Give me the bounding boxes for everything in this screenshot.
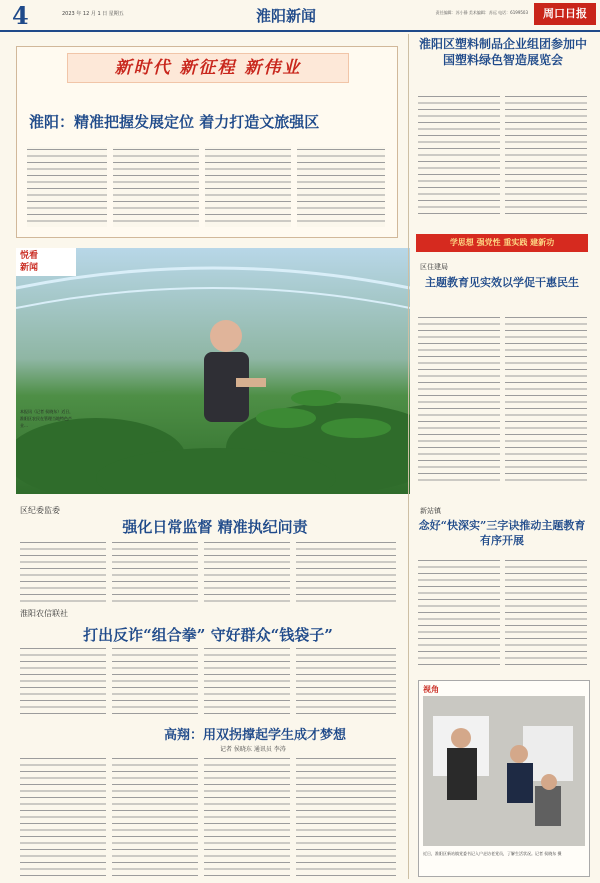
article-title-2: 打出反诈“组合拳” 守好群众“钱袋子” — [83, 626, 333, 644]
lead-column-4 — [297, 147, 385, 227]
greenhouse-photo — [16, 248, 410, 494]
section-title: 淮阳新闻 — [256, 7, 317, 25]
lead-headline: 淮阳：精准把握发展定位 着力打造文旅强区 — [29, 113, 320, 131]
zoom-photo — [423, 696, 585, 846]
lead-column-3 — [205, 147, 291, 227]
item2-title: 念好“快深实”三字诀推动主题教育有序开展 — [418, 519, 586, 547]
zoom-label: 视角 — [423, 685, 439, 694]
article2-column-2 — [112, 646, 198, 716]
article1-column-1 — [20, 540, 106, 604]
page-number: 4 — [12, 1, 29, 30]
right-top-title: 淮阳区塑料制品企业组团参加中国塑料绿色智造展览会 — [418, 37, 587, 67]
lead-column-1 — [27, 147, 107, 227]
article-title-3: 高翔：用双拐撑起学生成才梦想 — [163, 728, 346, 743]
article3-column-4 — [296, 756, 396, 876]
newspaper-logo: 周口日报 — [534, 3, 596, 25]
article1-column-3 — [204, 540, 290, 604]
item2-kicker: 新站镇 — [420, 507, 441, 515]
editor-line: 责任编辑：苏小静 美术编辑：苏远 电话：6199503 — [435, 10, 528, 15]
item2-column-1 — [418, 558, 500, 670]
lead-column-2 — [113, 147, 199, 227]
article-byline-3: 记者 侯晓东 通讯员 李涛 — [220, 746, 286, 753]
article1-column-4 — [296, 540, 396, 604]
photo-label — [16, 248, 76, 276]
article-kicker-1: 区纪委监委 — [20, 506, 60, 515]
photo-label-line2: 新闻 — [20, 263, 39, 273]
article2-column-3 — [204, 646, 290, 716]
right-top-column-2 — [505, 94, 587, 214]
article1-column-2 — [112, 540, 198, 604]
greenhouse-illustration — [16, 248, 410, 494]
photo-caption: 本报讯（记者 侯晓东）近日，淮阳区农民在管理当地特色产业… — [20, 409, 74, 428]
article-title-1: 强化日常监督 精准执纪问责 — [122, 518, 308, 536]
article3-column-3 — [204, 756, 290, 876]
zoom-box — [418, 680, 590, 877]
lead-story-box — [16, 46, 398, 238]
theme-ribbon: 学思想 强党性 重实践 建新功 — [416, 234, 588, 252]
page-header — [0, 0, 600, 32]
date-line: 2023 年 12 月 1 日 星期五 — [62, 11, 124, 17]
article2-column-4 — [296, 646, 396, 716]
column-divider — [408, 34, 409, 879]
item1-column-1 — [418, 315, 500, 485]
article-kicker-2: 淮阳农信联社 — [20, 609, 68, 618]
item1-title: 主题教育见实效以学促干惠民生 — [425, 276, 579, 289]
right-top-column-1 — [418, 94, 500, 214]
item1-kicker: 区住建局 — [420, 263, 448, 271]
item1-column-2 — [505, 315, 587, 485]
article3-column-1 — [20, 756, 106, 876]
article2-column-1 — [20, 646, 106, 716]
theme-banner: 新时代 新征程 新伟业 — [67, 53, 349, 83]
item2-column-2 — [505, 558, 587, 670]
photo-label-line1: 悦看 — [20, 251, 39, 261]
article3-column-2 — [112, 756, 198, 876]
zoom-caption: 近日，淮阳区新站镇党委书记入户走访老党员，了解生活状况。记者 侯晓东 摄 — [423, 851, 562, 856]
